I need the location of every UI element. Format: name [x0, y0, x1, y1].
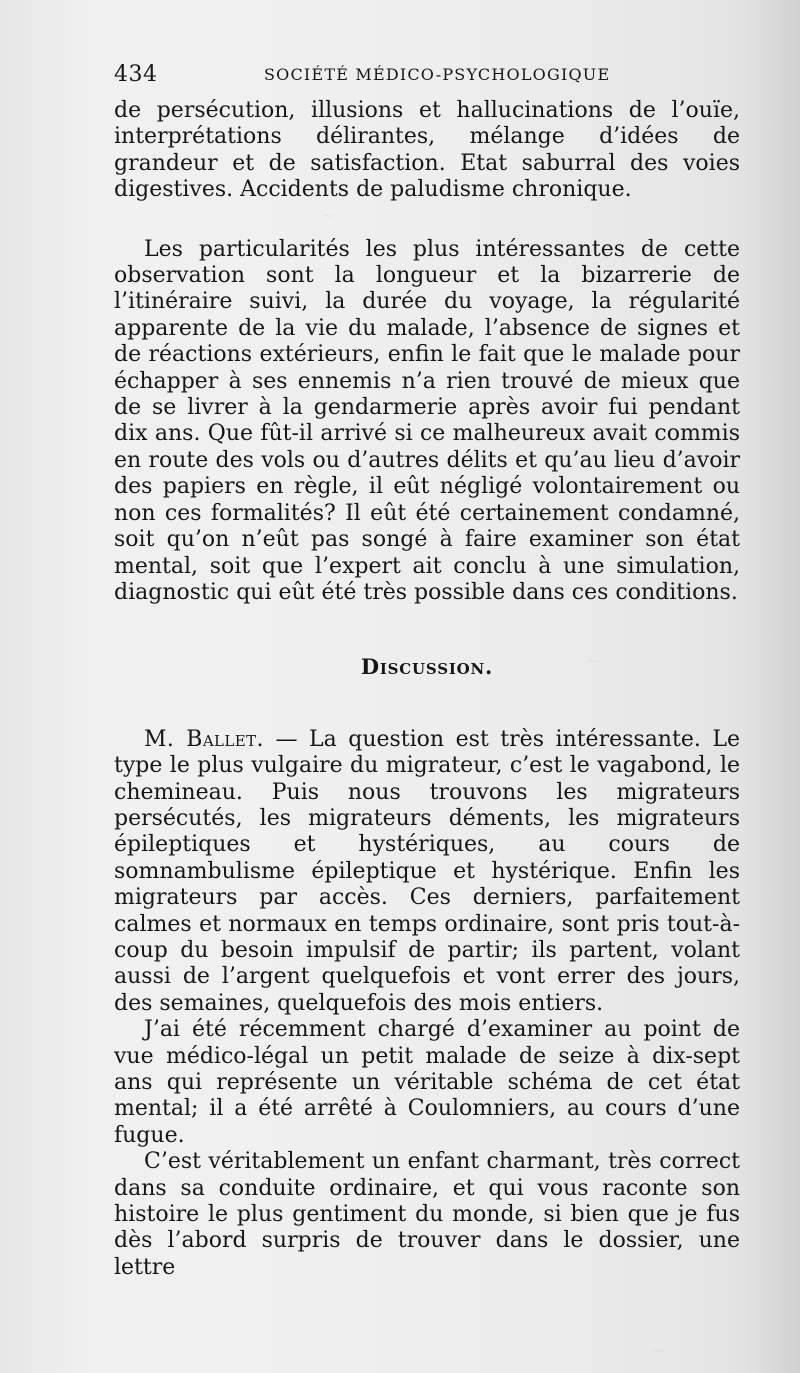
running-header — [114, 62, 744, 92]
discussion-paragraph — [114, 727, 740, 1017]
case-paragraph: J’ai été récemment chargé d’examiner au point de vue médico-légal un petit malade de seize à dix-sept ans qui représente un véritable schéma de cet état mental; il a été arrêté à Coulomniers, au cours d’une fugue. — [114, 1017, 740, 1148]
speaker-name: M. Ballet. — [144, 726, 264, 752]
case-description-paragraph: C’est véritablement un enfant charmant, très correct dans sa conduite ordinaire, et qui vous raconte son histoire le plus gentiment du monde, si bien que je fus dès l’abord surpris de trouver dans le dossier, une lettre — [114, 1149, 740, 1280]
discussion-heading: Discussion. — [360, 654, 494, 680]
show-through-mark — [650, 1340, 665, 1361]
speaker-remarks: — La question est très intéressante. Le type le plus vulgaire du migrateur, c’est le vagabond, le chemineau. Puis nous trouvons les migrateurs persécutés, les migrateurs déments, les migrateurs épileptiques et hystériques, au cours de somnambulisme épileptique et hystérique. Enfin les migrateurs par accès. Ces derniers, parfaitement calmes et normaux en temps ordinaire, sont pris tout-à-coup du besoin impulsif de partir; ils partent, volant aussi de l’argent quelquefois et vont errer des jours, des semaines, quelquefois des mois entiers. — [114, 726, 740, 1016]
page-edge-shadow — [742, 0, 800, 1373]
observation-paragraph: Les particularités les plus intéressantes de cette observation sont la longueur et la bizarrerie de l’itinéraire suivi, la durée du voyage, la régularité apparente de la vie du malade, l’absence de signes et de réactions extérieurs, enfin le fait que le malade pour échapper à ses ennemis n’a rien trouvé de mieux que de se livrer à la gendarmerie après avoir fui pendant dix ans. Que fût-il arrivé si ce malheureux avait commis en route des vols ou d’autres délits et qu’au lieu d’avoir des papiers en règle, il eût négligé volontairement ou non ces formalités? Il eût été certainement condamné, soit qu’on n’eût pas songé à faire examiner son état mental, soit que l’expert ait conclu à une simulation, diagnostic qui eût été très possible dans ces conditions. — [114, 236, 740, 605]
journal-title: SOCIÉTÉ MÉDICO-PSYCHOLOGIQUE — [264, 65, 611, 84]
continued-paragraph: de persécution, illusions et hallucinations de l’ouïe, interprétations délirantes, mélange d’idées de grandeur et de satisfaction. Etat saburral des voies digestives. Accidents de paludisme chronique. — [114, 98, 740, 203]
page-number: 434 — [114, 62, 158, 87]
page-body — [114, 98, 740, 1281]
